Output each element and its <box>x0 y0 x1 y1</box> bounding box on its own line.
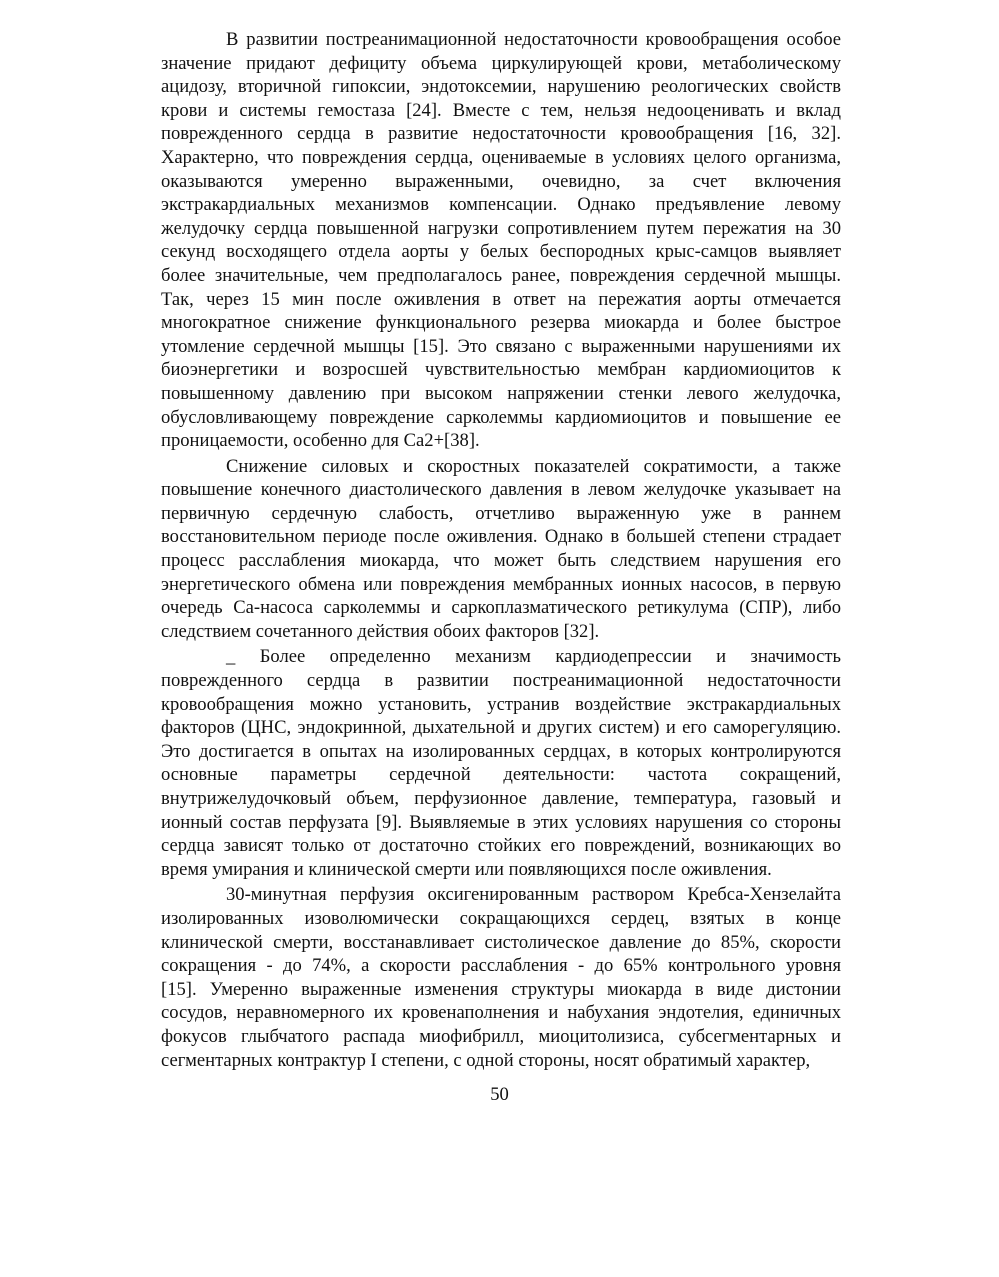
text-line: клинической смерти, восстанавливает систолическое давление до 85%, скорости <box>161 931 841 953</box>
text-line: изолированных изоволюмически сокращающихся сердец, взятых в конце <box>161 907 841 929</box>
text-line: Так, через 15 мин после оживления в ответ на пережатия аорты отмечается <box>161 288 841 310</box>
text-line: энергетического обмена или повреждения мембранных ионных насосов, в первую <box>161 573 841 595</box>
text-line: повышение конечного диастолического давления в левом желудочке указывает на <box>161 479 841 501</box>
text-line: желудочку сердца повышенной нагрузки сопротивлением путем пережатия на 30 <box>161 217 841 239</box>
text-line: _ Более определенно механизм кардиодепрессии и значимость <box>226 646 841 668</box>
paragraph <box>161 455 841 644</box>
text-line: кровообращения можно установить, устранив воздействие экстракардиальных <box>161 693 841 715</box>
text-line: крови и системы гемостаза [24]. Вместе с тем, нельзя недооценивать и вклад <box>161 99 841 121</box>
text-line: многократное снижение функционального резерва миокарда и более быстрое <box>161 312 841 334</box>
text-line: сегментарных контрактур I степени, с одной стороны, носят обратимый характер, <box>161 1049 811 1071</box>
text-line: секунд восходящего отдела аорты у белых беспородных крыс-самцов выявляет <box>161 241 841 263</box>
text-line: основные параметры сердечной деятельности: частота сокращений, <box>161 764 841 786</box>
text-line: ацидозу, вторичной гипоксии, эндотоксемии, нарушению реологических свойств <box>161 76 841 98</box>
text-line: более значительные, чем предполагалось ранее, повреждения сердечной мышцы. <box>161 264 841 286</box>
text-line: утомление сердечной мышцы [15]. Это связано с выраженными нарушениями их <box>161 335 841 357</box>
text-line: время умирания и клинической смерти или появляющихся после оживления. <box>161 858 772 880</box>
text-line: очередь Са-насоса сарколеммы и саркоплазматического ретикулума (СПР), либо <box>161 597 841 619</box>
text-line: восстановительном периоде после оживления. Однако в большей степени страдает <box>161 526 841 548</box>
text-line: 30-минутная перфузия оксигенированным раствором Кребса-Хензелайта <box>226 884 841 906</box>
text-line: Характерно, что повреждения сердца, оцениваемые в условиях целого организма, <box>161 146 841 168</box>
text-line: ионный состав перфузата [9]. Выявляемые в этих условиях нарушения со стороны <box>161 811 841 833</box>
text-line: [15]. Умеренно выраженные изменения структуры миокарда в виде дистонии <box>161 978 841 1000</box>
text-line: биоэнергетики и возросшей чувствительностью мембран кардиомиоцитов к <box>161 359 841 381</box>
body-text <box>161 28 841 1074</box>
text-line: внутрижелудочковый объем, перфузионное давление, температура, газовый и <box>161 788 841 809</box>
text-line: следствием сочетанного действия обоих факторов [32]. <box>161 620 600 642</box>
text-line: обусловливающему повреждение сарколеммы кардиомиоцитов и повышение ее <box>161 406 841 428</box>
text-line: экстракардиальных механизмов компенсации. Однако предъявление левому <box>161 194 841 216</box>
text-line: Снижение силовых и скоростных показателей сократимости, а также <box>226 455 841 477</box>
text-line: проницаемости, особенно для Са2+[38]. <box>161 430 480 452</box>
paragraph <box>161 883 841 1072</box>
page-number: 50 <box>490 1084 509 1105</box>
text-line: значение придают дефициту объема циркулирующей крови, метаболическому <box>161 52 841 74</box>
text-line: сосудов, неравномерного их кровенаполнения и набухания эндотелия, единичных <box>161 1002 841 1024</box>
text-line: процесс расслабления миокарда, что может быть следствием нарушения его <box>161 550 841 572</box>
paragraph <box>161 28 841 453</box>
text-line: сердца зависят только от достаточно стойких его повреждений, возникающих во <box>161 835 841 857</box>
text-line: фокусов глыбчатого распада миофибрилл, миоцитолизиса, субсегментарных и <box>161 1025 841 1047</box>
text-line: факторов (ЦНС, эндокринной, дыхательной и других систем) и его саморегуляцию. <box>161 717 841 739</box>
text-line: поврежденного сердца в развитии постреанимационной недостаточности <box>161 670 841 692</box>
text-line: оказываются умеренно выраженными, очевидно, за счет включения <box>161 170 841 192</box>
text-line: В развитии постреанимационной недостаточности кровообращения особое <box>226 29 841 50</box>
paragraph <box>161 645 841 881</box>
text-line: поврежденного сердца в развитие недостаточности кровообращения [16, 32]. <box>161 123 841 145</box>
text-line: Это достигается в опытах на изолированных сердцах, в которых контролируются <box>161 740 841 762</box>
text-line: первичную сердечную слабость, отчетливо выраженную уже в раннем <box>161 502 841 524</box>
text-line: повышенному давлению при высоком напряжении стенки левого желудочка, <box>161 382 841 404</box>
text-line: сокращения - до 74%, а скорости расслабления - до 65% контрольного уровня <box>161 955 841 977</box>
